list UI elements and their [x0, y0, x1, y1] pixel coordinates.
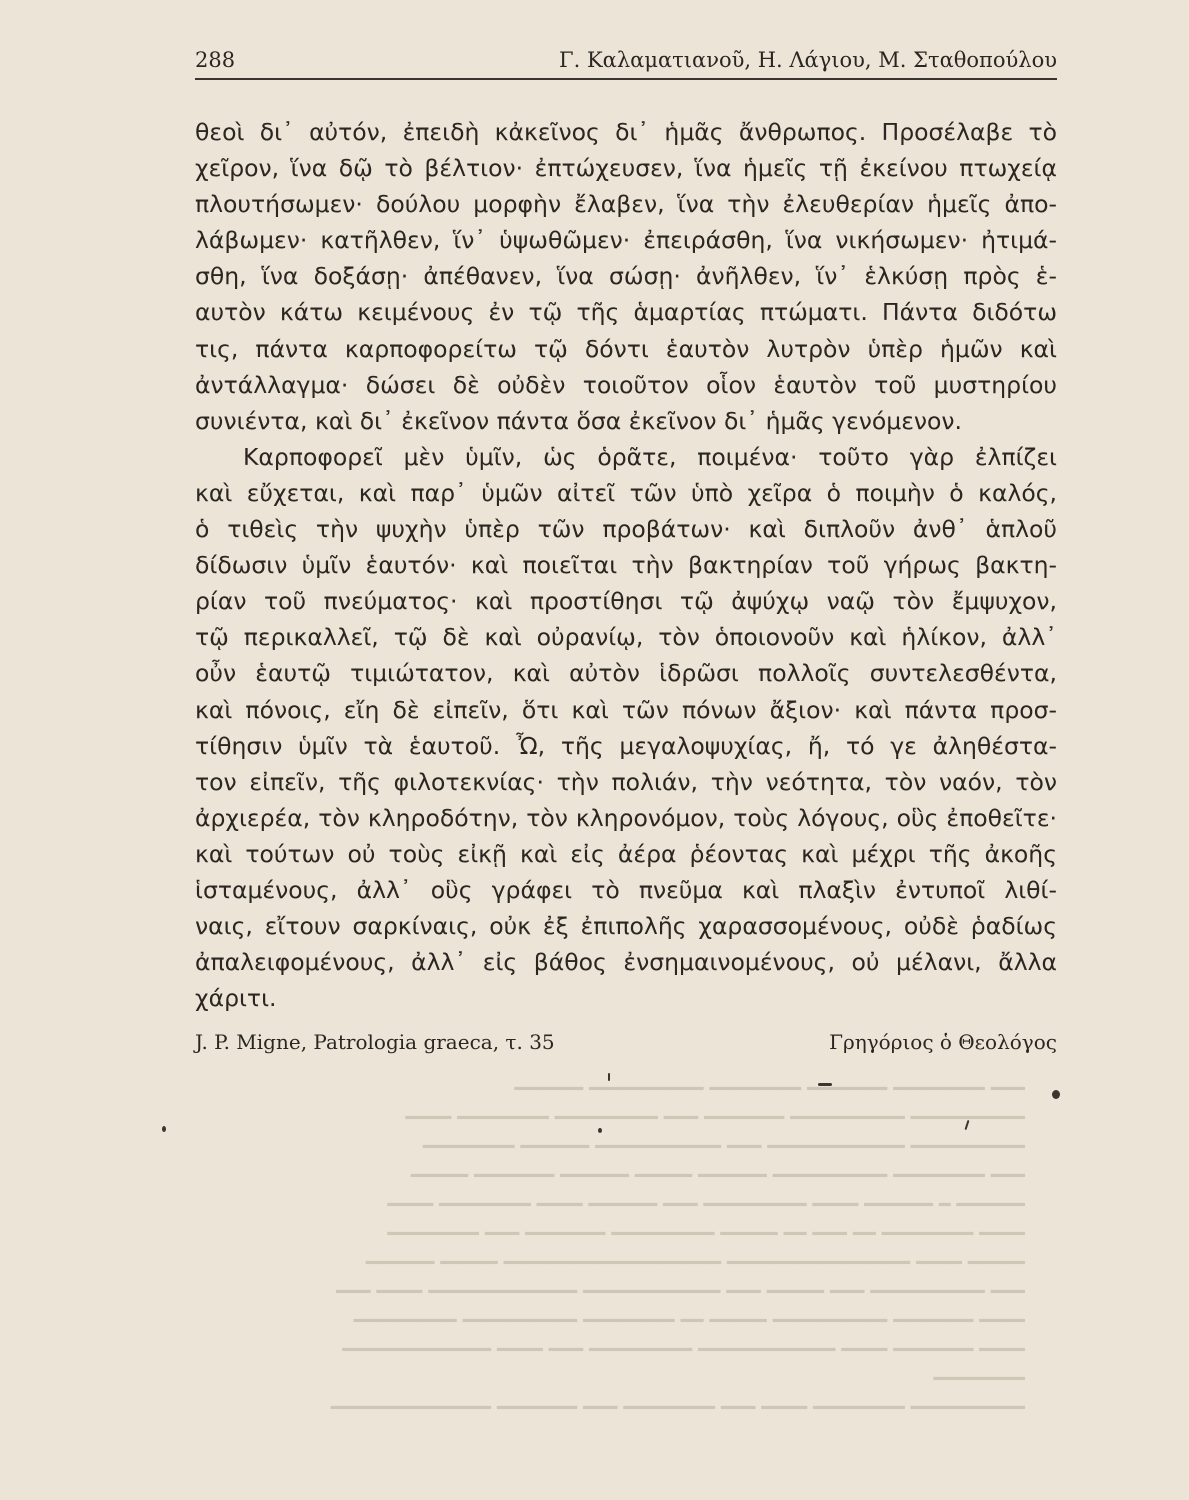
source-citation: J. P. Migne, Patrologia graeca, τ. 35: [195, 1030, 555, 1054]
page-footer: [195, 1030, 1057, 1060]
author-attribution: Γρηγόριος ὁ Θεολόγος: [829, 1030, 1057, 1054]
text-line: ναις, εἴτουν σαρκίναις, οὐκ ἐξ ἐπιπολῆς χαρασσομένους, οὐδὲ ῥαδίως: [195, 912, 1057, 941]
paragraph-first-line: Καρποφορεῖ μὲν ὑμῖν, ὡς ὁρᾶτε, ποιμένα· τοῦτο γὰρ ἐλπίζει: [243, 442, 1057, 471]
text-line: τῷ περικαλλεῖ, τῷ δὲ καὶ οὐρανίῳ, τὸν ὁποιονοῦν καὶ ἡλίκον, ἀλλ᾽: [195, 623, 1057, 652]
text-line: ὁ τιθεὶς τὴν ψυχὴν ὑπὲρ τῶν προβάτων· καὶ διπλοῦν ἀνθ᾽ ἁπλοῦ: [195, 515, 1057, 544]
page-number: 288: [195, 48, 236, 72]
ink-speck: [162, 1126, 166, 1132]
text-line: καὶ πόνοις, εἴη δὲ εἰπεῖν, ὅτι καὶ τῶν πόνων ἄξιον· καὶ πάντα προσ-: [195, 695, 1057, 724]
text-line: τίθησιν ὑμῖν τὰ ἑαυτοῦ. Ὦ, τῆς μεγαλοψυχίας, ἤ, τό γε ἀληθέστα-: [195, 731, 1057, 760]
text-line: χάριτι.: [195, 984, 277, 1013]
text-line: συνιέντα, καὶ δι᾽ ἐκεῖνον πάντα ὅσα ἐκεῖνον δι᾽ ἡμᾶς γενόμενον.: [195, 406, 963, 435]
page-header: [195, 44, 1057, 78]
text-line: λάβωμεν· κατῆλθεν, ἵν᾽ ὑψωθῶμεν· ἐπειράσθη, ἵνα νικήσωμεν· ἠτιμά-: [195, 226, 1057, 255]
text-line: οὖν ἑαυτῷ τιμιώτατον, καὶ αὐτὸν ἱδρῶσι πολλοῖς συντελεσθέντα,: [195, 659, 1057, 688]
text-line: καὶ εὔχεται, καὶ παρ᾽ ὑμῶν αἰτεῖ τῶν ὑπὸ χεῖρα ὁ ποιμὴν ὁ καλός,: [195, 478, 1057, 507]
text-line: αυτὸν κάτω κειμένους ἐν τῷ τῆς ἁμαρτίας πτώματι. Πάντα διδότω: [195, 298, 1057, 327]
text-line: τις, πάντα καρποφορείτω τῷ δόντι ἑαυτὸν λυτρὸν ὑπὲρ ἡμῶν καὶ: [195, 334, 1057, 363]
text-line: πλουτήσωμεν· δούλου μορφὴν ἔλαβεν, ἵνα τὴν ἐλευθερίαν ἡμεῖς ἀπο-: [195, 190, 1057, 219]
text-line: καὶ τούτων οὐ τοὺς εἰκῇ καὶ εἰς ἀέρα ῥέοντας καὶ μέχρι τῆς ἀκοῆς: [195, 839, 1057, 868]
text-line: ἀντάλλαγμα· δώσει δὲ οὐδὲν τοιοῦτον οἷον ἑαυτὸν τοῦ μυστηρίου: [195, 370, 1057, 399]
text-line: δίδωσιν ὑμῖν ἑαυτόν· καὶ ποιεῖται τὴν βακτηρίαν τοῦ γήρως βακτη-: [195, 551, 1057, 580]
header-rule: [195, 78, 1057, 80]
text-line: ἱσταμένους, ἀλλ᾽ οὓς γράφει τὸ πνεῦμα καὶ πλαξὶν ἐντυποῖ λιθί-: [195, 875, 1057, 904]
reverse-side-bleed: ━━━ ━━━━━━━━ ━━━━━━━ ━━━━━━━━ ━━━━━━━━━━ ━━━━━━ ━━━━━━━━━━ ━━━━━━━━━━ ━━━━━━━ ━━━ ━━━━━━━━━ ━━━━━━━━ ━━━━ ━━━━━━━━━━ ━━━━━━━━━━━━ ━━━ ━━━━━━━━━━━ ━━━━━━ ━━━━━━━━ ━━━ ━━━━━━━━ ━━━━━━━━━━ ━━━━━━ ━━━━━ ━━━━━━ ━━━━━━━ ━━━━━ ━━━━━━ ━ ━━━━━━ ━━━━ ━━━━━━━━━ ━━━ ━━━━━━ ━━━━ ━━━━━━━━ ━━━━ ━━━━ ━━━━━━━━ ━━ ━━━ ━━ ━━━━━ ━━━━━━━━━ ━━━━━━━ ━━━ ━━━━━━━━ ━━━━━ ━━━━ ━━━━━━━━━━━━━━━━ ━━━━━━━━━━━━━━━━━━━ ━━━━━ ━━━━━━ ━━━ ━━━━━━━━━━ ━━━ ━━━━━ ━━━ ━━━━━━━━━━━━ ━━━━━━━━━━━━━ ━━━━ ━━━ ━━━━ ━━━━━━━ ━━━━━━━━━━ ━━━━━ ━━ ━━━━━━━━ ━━━━━━━━━━ ━━━━━━━━━ ━━━━ ━━━━━━━ ━━━━ ━━━━━━━━━━━━ ━━━━━━━━━ ━━━ ━━━━ ━━━━━━━━━━━━━ ━━━━━━━━ ━━━━━━━━━━ ━━━━━━━━ ━━━━ ━━━ ━━━━━━━━ ━━━ ━━━━━━━ ━━━━━━━━━━━━━━: [330, 1078, 1025, 1419]
text-line: χεῖρον, ἵνα δῷ τὸ βέλτιον· ἐπτώχευσεν, ἵνα ἡμεῖς τῇ ἐκείνου πτωχείᾳ: [195, 154, 1057, 183]
text-line: σθη, ἵνα δοξάσῃ· ἀπέθανεν, ἵνα σώσῃ· ἀνῆλθεν, ἵν᾽ ἑλκύσῃ πρὸς ἑ-: [195, 262, 1057, 291]
text-line: ἀρχιερέα, τὸν κληροδότην, τὸν κληρονόμον, τοὺς λόγους, οὓς ἐποθεῖτε·: [195, 803, 1057, 832]
text-line: ρίαν τοῦ πνεύματος· καὶ προστίθησι τῷ ἀψύχῳ ναῷ τὸν ἔμψυχον,: [195, 587, 1057, 616]
ink-speck: [1052, 1090, 1060, 1099]
running-head: Γ. Καλαματιανοῦ, Η. Λάγιου, Μ. Σταθοπούλου: [559, 48, 1057, 72]
text-line: τον εἰπεῖν, τῆς φιλοτεκνίας· τὴν πολιάν, τὴν νεότητα, τὸν ναόν, τὸν: [195, 767, 1057, 796]
text-line: θεοὶ δι᾽ αὐτόν, ἐπειδὴ κἀκεῖνος δι᾽ ἡμᾶς ἄνθρωπος. Προσέλαβε τὸ: [195, 118, 1057, 146]
text-line: ἀπαλειφομένους, ἀλλ᾽ εἰς βάθος ἐνσημαινομένους, οὐ μέλανι, ἄλλα: [195, 948, 1057, 977]
body-text: [195, 114, 1057, 1016]
